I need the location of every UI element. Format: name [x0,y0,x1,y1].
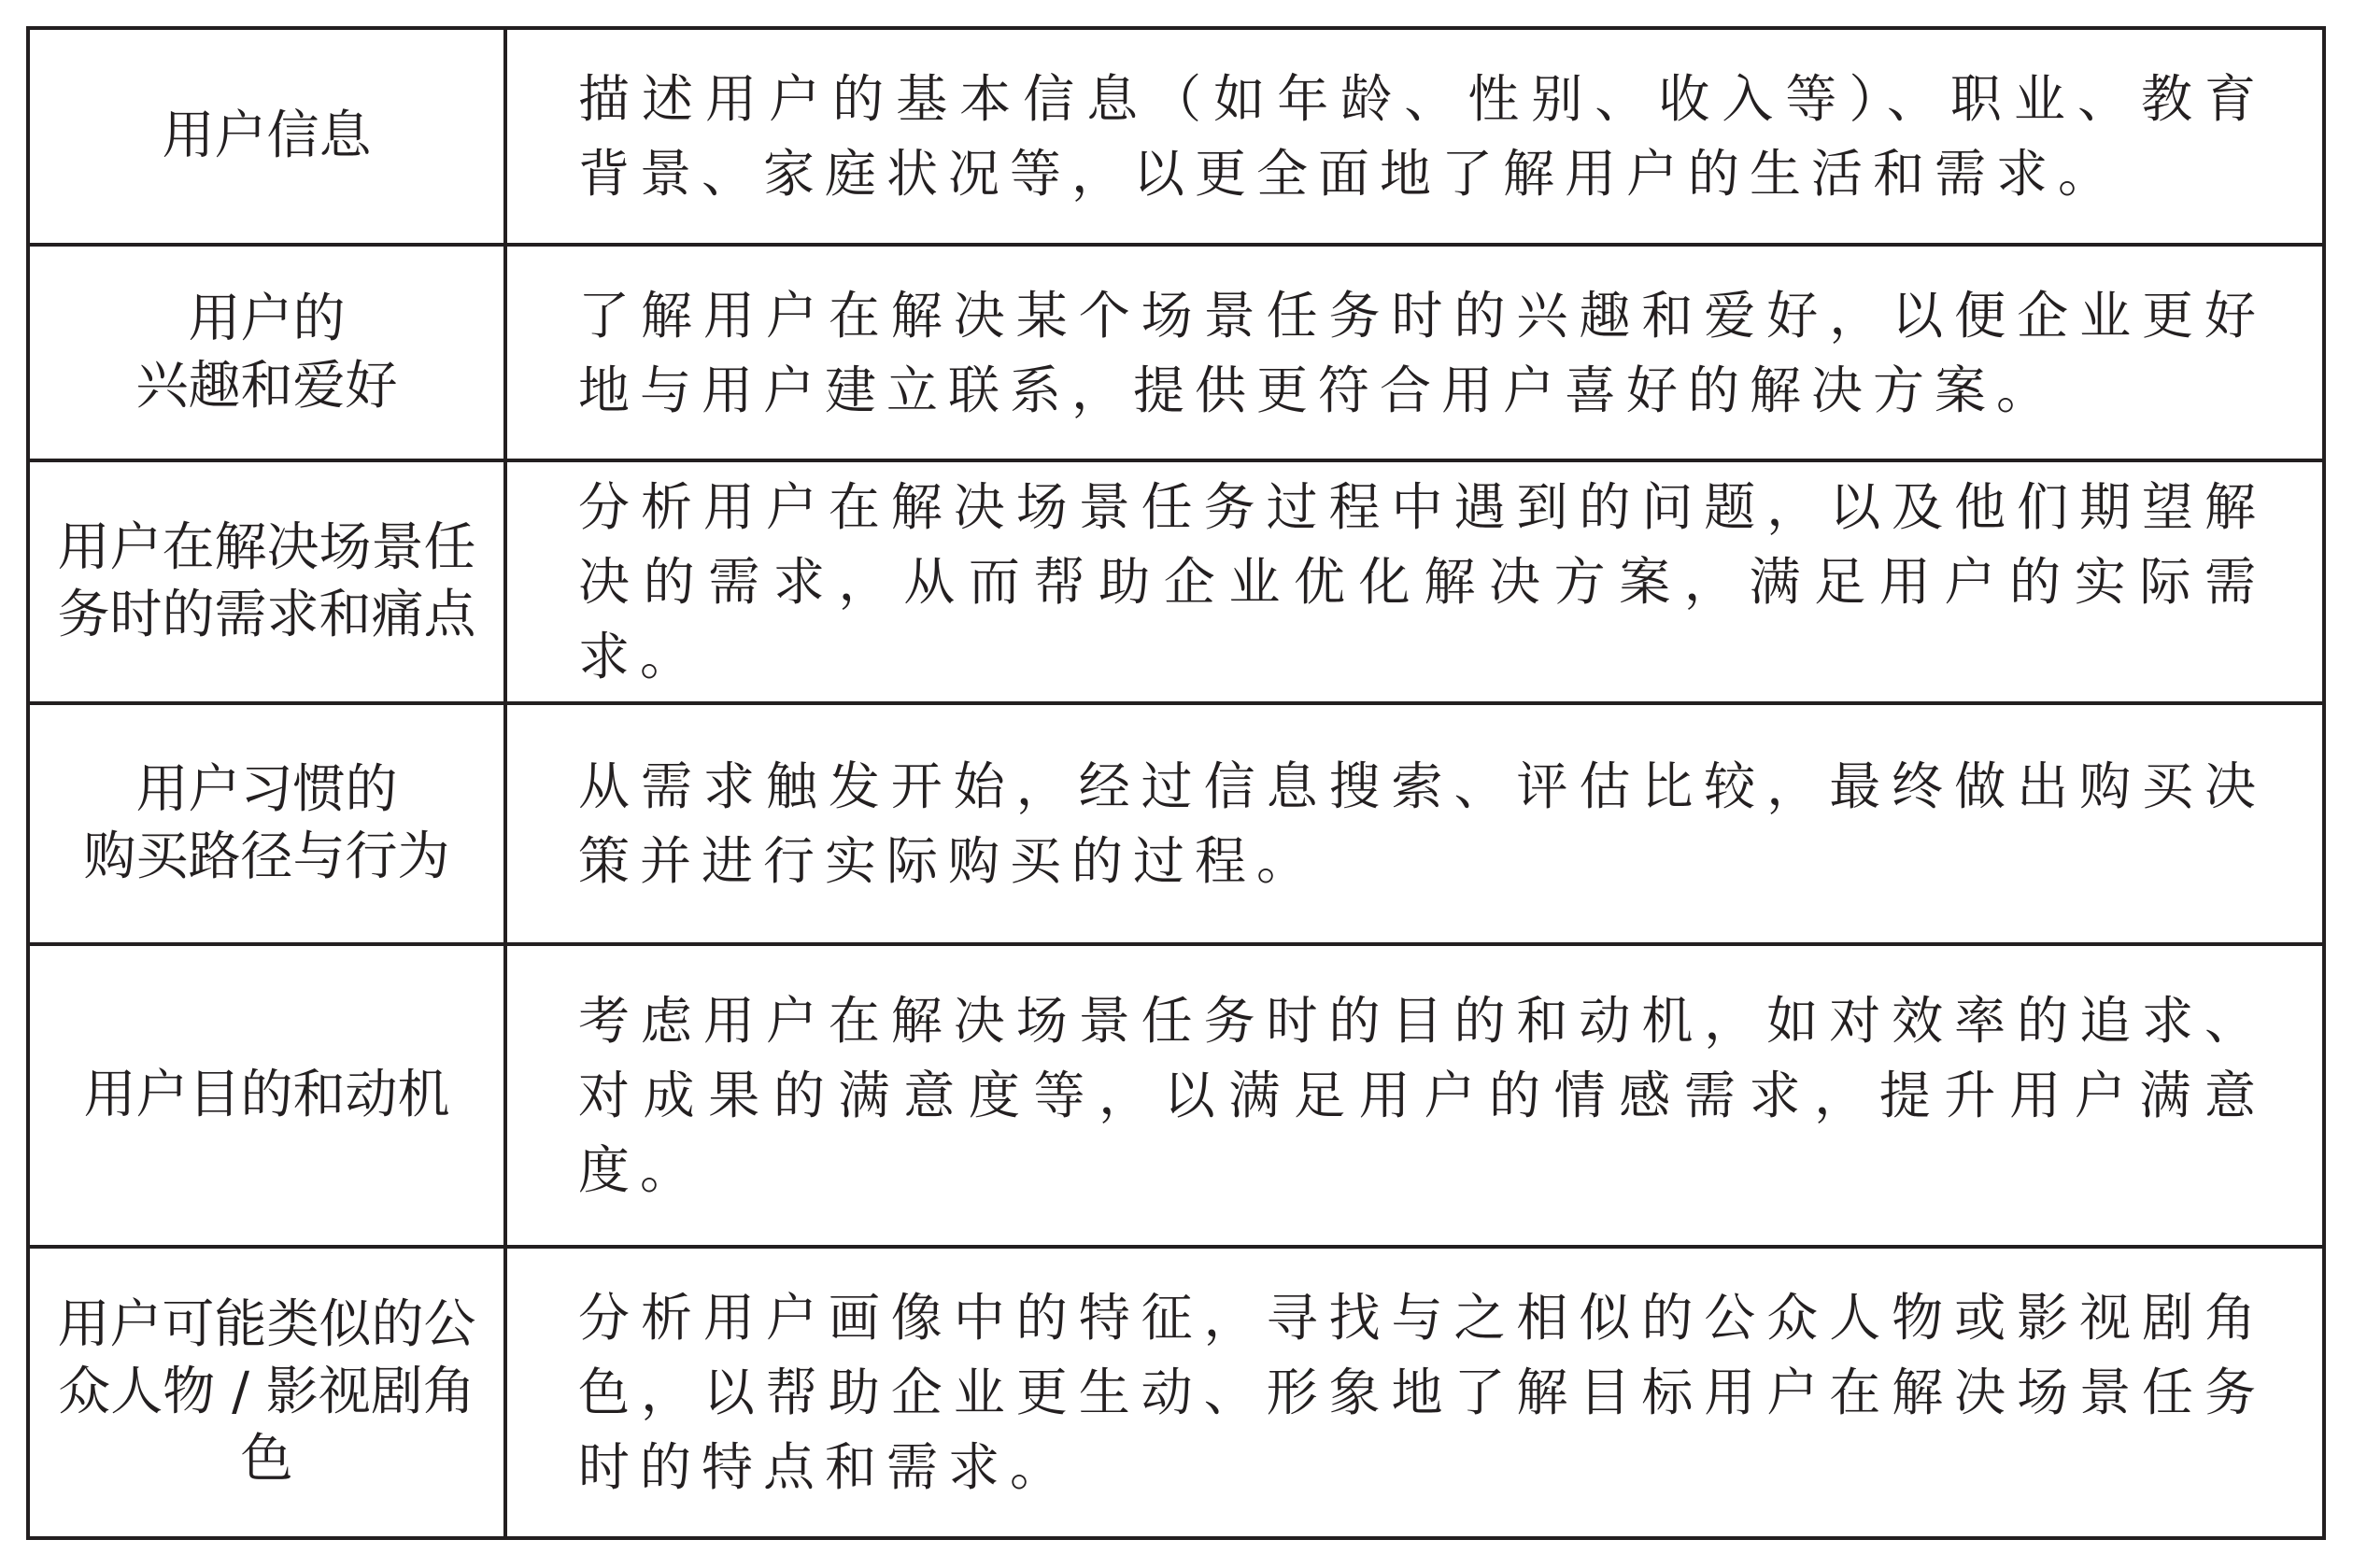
row-label: 用户目的和动机 [30,946,507,1245]
row-description: 考虑用户在解决场景任务时的目的和动机，如对效率的追求、对成果的满意度等，以满足用户的情感需求，提升用户满意度。 [578,991,2266,1200]
row-description: 从需求触发开始，经过信息搜索、评估比较，最终做出购买决策并进行实际购买的过程。 [578,756,2266,891]
table-row [30,701,2322,942]
user-profile-table [26,26,2326,1540]
table-row [30,459,2322,701]
row-label: 用户的 兴趣和爱好 [30,247,507,459]
table-row [30,30,2322,243]
row-description: 描述用户的基本信息（如年龄、性别、收入等）、职业、教育背景、家庭状况等，以更全面地了解用户的生活和需求。 [578,69,2266,204]
row-label: 用户可能类似的公众人物 / 影视剧角色 [30,1249,507,1536]
table-row [30,1245,2322,1536]
row-description: 分析用户在解决场景任务过程中遇到的问题，以及他们期望解决的需求，从而帮助企业优化解决方案，满足用户的实际需求。 [578,477,2266,686]
row-label: 用户信息 [30,30,507,243]
row-description: 分析用户画像中的特征，寻找与之相似的公众人物或影视剧角色，以帮助企业更生动、形象地了解目标用户在解决场景任务时的特点和需求。 [578,1288,2266,1497]
row-label: 用户习惯的 购买路径与行为 [30,705,507,942]
table-row [30,243,2322,459]
row-description: 了解用户在解决某个场景任务时的兴趣和爱好，以便企业更好地与用户建立联系，提供更符合用户喜好的解决方案。 [578,285,2266,420]
table-row [30,942,2322,1245]
row-label: 用户在解决场景任务时的需求和痛点 [30,462,507,701]
